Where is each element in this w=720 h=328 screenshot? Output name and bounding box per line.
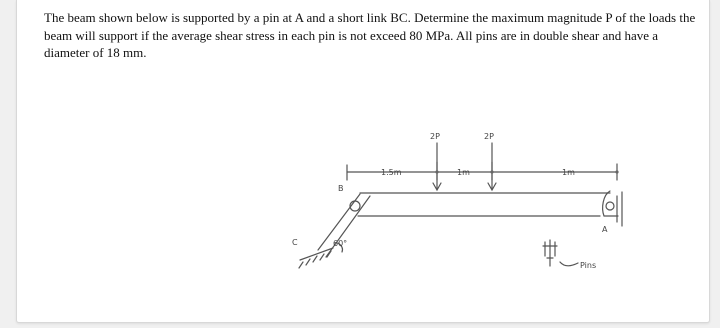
load-label-1: 2P <box>430 132 440 141</box>
pin-sketch-icon <box>543 240 578 266</box>
angle-label: 60° <box>333 239 348 248</box>
support-a-bracket <box>603 191 618 216</box>
pins-label: Pins <box>580 261 597 270</box>
load-label-2: 2P <box>484 132 494 141</box>
problem-statement: The beam shown below is supported by a pin at A and a short link BC. Determine the maximum magnitude P of the loads the beam will support if the average shear stress in each pin is not exceed 80 MPa. All pins are in double shear and have a diameter of 18 mm. <box>44 10 696 60</box>
pin-a <box>606 202 614 210</box>
ground-hatch <box>299 251 331 268</box>
dimension-label-2: 1m <box>457 168 470 177</box>
point-c-label: C <box>292 238 298 247</box>
point-b-label: B <box>338 184 344 193</box>
dimension-label-1: 1.5m <box>381 168 402 177</box>
point-a-label: A <box>602 225 608 234</box>
dimension-label-3: 1m <box>562 168 575 177</box>
